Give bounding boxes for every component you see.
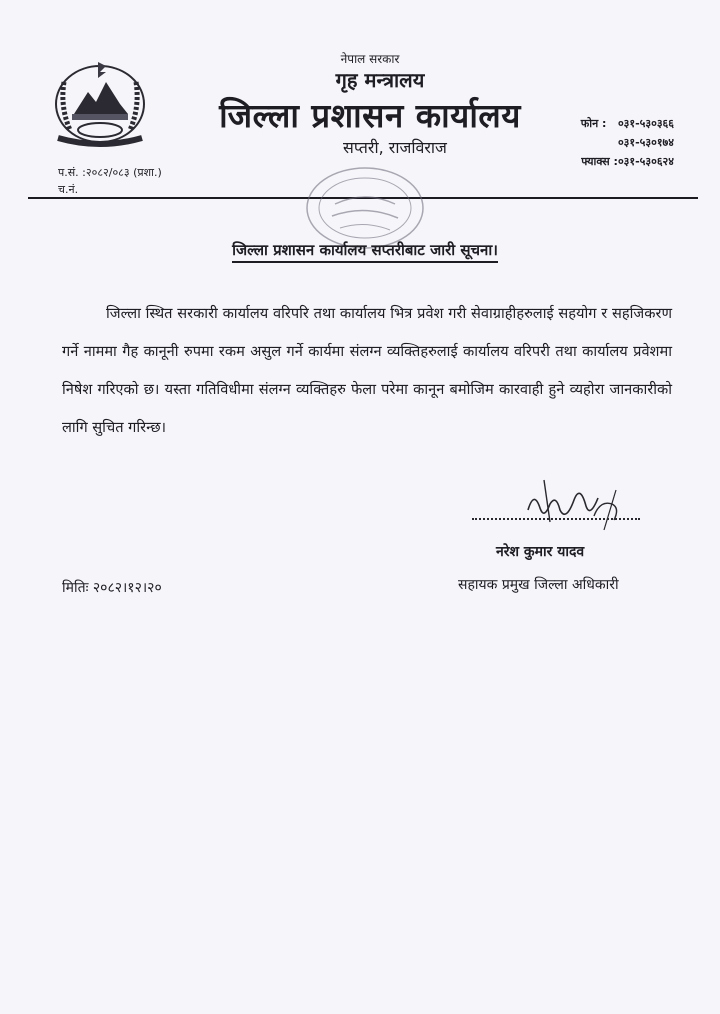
signature-line: [472, 508, 640, 520]
signature-icon: [520, 470, 630, 540]
issue-date: मितिः २०८२।१२।२०: [62, 580, 162, 596]
contact-block: [581, 114, 674, 171]
phone-number-2: ०३१-५३०१७४: [617, 136, 674, 149]
office-location: सप्तरी, राजविराज: [343, 138, 447, 157]
signatory-name: नरेश कुमार यादव: [496, 544, 585, 560]
phone-number-1: ०३१-५३०३६६: [617, 117, 674, 130]
letter-number: प.सं. :२०८२/०८३ (प्रशा.): [58, 166, 162, 179]
ministry-name: गृह मन्त्रालय: [335, 68, 425, 92]
dispatch-number: च.नं.: [58, 183, 79, 196]
fax-number: फ्याक्स :०३१-५३०६२४: [581, 155, 674, 168]
phone-label: फोन :: [580, 117, 607, 130]
office-name: जिल्ला प्रशासन कार्यालय: [219, 96, 521, 135]
government-name: नेपाल सरकार: [340, 52, 400, 66]
reference-block: [58, 164, 162, 198]
notice-body: जिल्ला स्थित सरकारी कार्यालय वरिपरि तथा कार्यालय भित्र प्रवेश गरी सेवाग्राहीहरुलाई सहयोग र सहजिकरण गर्ने नाममा गैह कानूनी रुपमा रकम असुल गर्ने कार्यमा संलग्न व्यक्तिहरुलाई कार्यालय वरिपरी तथा कार्यालय प्रवेशमा निषेश गरिएको छ। यस्ता गतिविधीमा संलग्न व्यक्तिहरु फेला परेमा कानून बमोजिम कारवाही हुने व्यहोरा जानकारीको लागि सुचित गरिन्छ।: [62, 305, 672, 436]
phone-row: [581, 114, 674, 133]
notice-title: जिल्ला प्रशासन कार्यालय सप्तरीबाट जारी सूचना।: [0, 240, 720, 260]
signatory-title: सहायक प्रमुख जिल्ला अधिकारी: [458, 577, 619, 593]
